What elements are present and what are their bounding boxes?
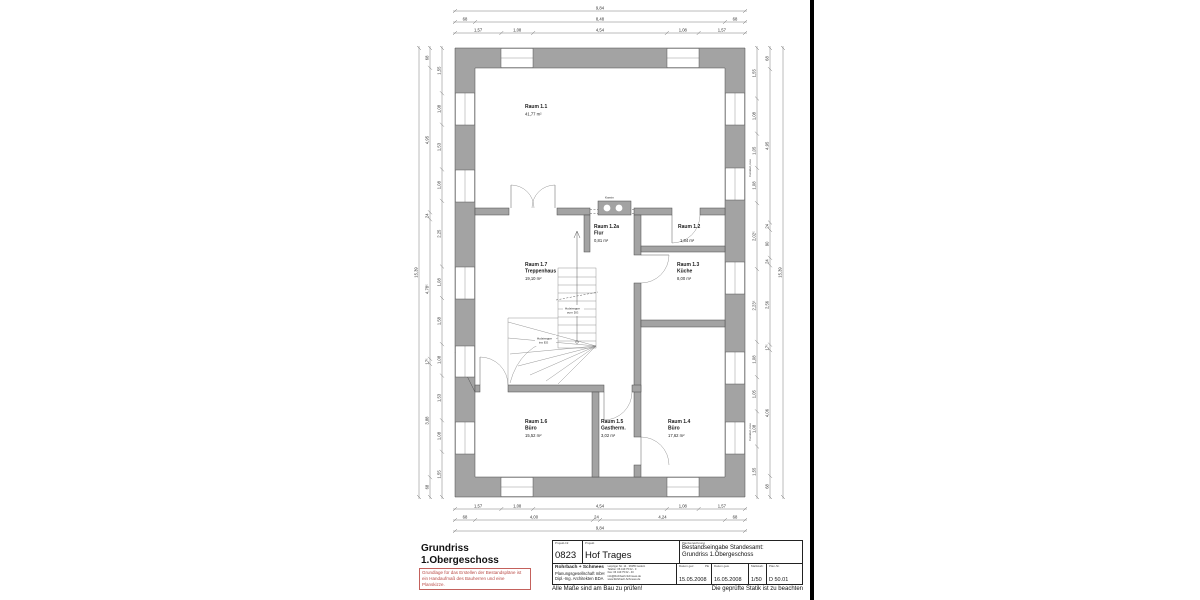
kamin-label: Kamin [605, 195, 614, 200]
svg-text:19,10 m²: 19,10 m² [525, 276, 542, 281]
svg-text:Küche: Küche [677, 268, 693, 275]
window-right-4 [725, 352, 744, 384]
svg-text:3,02 m²: 3,02 m² [601, 433, 616, 438]
svg-text:4,54: 4,54 [595, 503, 605, 509]
window-left-1 [455, 93, 474, 125]
svg-text:68: 68 [732, 16, 738, 22]
svg-text:4,24: 4,24 [658, 514, 667, 520]
svg-text:4,00: 4,00 [529, 514, 539, 520]
svg-text:Raum 1.2a: Raum 1.2a [594, 224, 620, 230]
svg-text:Raum 1.1: Raum 1.1 [525, 104, 548, 110]
svg-text:1,57: 1,57 [474, 503, 483, 509]
door-double-raum11 [511, 185, 555, 208]
red-note-box: Grundlage für das Erstellen der Bestandspläne ist ein Handaufmaß des Bauherren und eine Planskizze. [419, 568, 531, 590]
window-bottom-1 [501, 477, 533, 496]
date-changed-cell: Datum geä. 16.05.2008 [712, 564, 749, 584]
window-left-2 [455, 170, 474, 202]
svg-text:15,52 m²: 15,52 m² [525, 433, 542, 438]
dim-chain-left-total [414, 46, 422, 499]
stair-down-label: ins EG [539, 340, 549, 345]
svg-text:1,08: 1,08 [513, 503, 522, 509]
scale-cell: Maßstab: 1/50 [749, 564, 767, 584]
window-right-2 [725, 168, 744, 200]
firm-name: Rohrbach + Schmees [555, 565, 604, 570]
firm-line3: Dipl.-Ing. Architekten BDA [555, 576, 604, 582]
svg-text:2,56: 2,56 [764, 300, 770, 310]
svg-text:4,06: 4,06 [764, 408, 770, 418]
window-top-1 [501, 48, 533, 67]
room-label-raum11 [525, 104, 547, 117]
dim-chain-right-rooms [765, 46, 773, 499]
svg-text:68: 68 [462, 514, 468, 520]
svg-text:1,08: 1,08 [436, 181, 442, 190]
dim-chain-left-openings [437, 46, 445, 499]
window-bottom-2 [667, 477, 699, 496]
dim-chain-top-total [453, 6, 747, 14]
svg-text:Raum 1.3: Raum 1.3 [677, 262, 700, 268]
scale-value: 1/50 [751, 577, 762, 584]
svg-text:1,08: 1,08 [751, 355, 757, 364]
stair-down-label: Holztreppe [537, 336, 552, 341]
svg-text:Gastherm.: Gastherm. [601, 425, 626, 432]
window-right-5 [725, 422, 744, 454]
svg-text:Raum 1.4: Raum 1.4 [668, 419, 691, 425]
room-label-raum14 [668, 419, 690, 438]
svg-text:1,57: 1,57 [474, 27, 483, 33]
svg-text:8,00 m²: 8,00 m² [677, 276, 692, 281]
svg-text:17⁵: 17⁵ [424, 358, 430, 365]
svg-text:1,53: 1,53 [436, 142, 442, 152]
svg-text:9,84: 9,84 [595, 525, 605, 531]
project-number-label: Projekt-Nr. [555, 541, 570, 545]
svg-text:1,05: 1,05 [751, 390, 757, 399]
svg-text:1,08: 1,08 [513, 27, 522, 33]
svg-text:Flur: Flur [594, 230, 604, 237]
svg-text:15,39: 15,39 [413, 267, 419, 278]
window-right-3 [725, 262, 744, 294]
svg-text:Raum 1.6: Raum 1.6 [525, 419, 548, 425]
outer-walls [455, 48, 745, 497]
svg-text:3,88: 3,88 [424, 416, 430, 425]
staircase [508, 231, 598, 385]
svg-text:0,81 m²: 0,81 m² [594, 238, 609, 243]
room-label-raum17 [525, 262, 556, 281]
plan-name-label: Planbezeichnung [682, 541, 706, 545]
svg-text:4,95: 4,95 [764, 141, 770, 150]
firm-line2: Planungsgesellschaft mbH [555, 570, 605, 576]
svg-text:8,48: 8,48 [595, 16, 605, 22]
kamin-block [598, 196, 631, 216]
room-label-raum13 [677, 262, 699, 281]
window-right-1 [725, 93, 744, 125]
window-left-4 [455, 346, 474, 377]
svg-text:1,53: 1,53 [436, 393, 442, 403]
kamin-flue-icon [616, 205, 623, 212]
dim-chain-left-rooms [425, 46, 433, 499]
svg-text:17,62 m²: 17,62 m² [668, 433, 685, 438]
svg-text:68: 68 [764, 56, 770, 61]
svg-text:1,55: 1,55 [436, 470, 442, 479]
firm-contact: Leipziger Str. 14 · 36355 Gedern Telefon: 06 419 75 02 - 0 Fax: 06 419 75 02 - 40 info@Rohrbach-Schmees.de www.Rohrbach-Schmees.de [607, 565, 646, 581]
dim-chain-right-total [778, 46, 786, 499]
fenster-neu-label: Fenster, neu [748, 159, 752, 177]
dim-chain-right-openings [752, 46, 760, 499]
door-raum16 [480, 357, 508, 385]
project-number: 0823 [555, 550, 577, 562]
project-number-cell [553, 541, 583, 563]
kamin-flue-icon [604, 205, 611, 212]
svg-text:68: 68 [764, 484, 770, 489]
plan-title: Grundriss 1.Obergeschoss [421, 543, 499, 566]
footer-notes [552, 586, 803, 592]
project-name: Hof Trages [585, 550, 632, 562]
firm-cell [553, 564, 677, 584]
svg-text:1,57: 1,57 [717, 503, 726, 509]
door-raum14 [641, 437, 669, 465]
title-block [552, 540, 803, 585]
svg-text:90: 90 [764, 241, 770, 247]
footer-note-left: Alle Maße sind am Bau zu prüfen! [552, 586, 643, 592]
plan-number: D 50.01 [769, 577, 789, 584]
date-drawn-cell: Datum gez. PE 15.05.2008 [677, 564, 712, 584]
svg-text:1,08: 1,08 [751, 424, 757, 433]
svg-text:1,55: 1,55 [751, 69, 757, 78]
dim-chain-bottom-total [453, 526, 747, 534]
svg-text:68: 68 [462, 16, 468, 22]
plan-number-cell: Plan-Nr. D 50.01 [769, 564, 789, 584]
plan-name-line1: Bestandseingabe Standesamt: [682, 545, 764, 552]
svg-text:24: 24 [594, 514, 599, 520]
sheet-edge [810, 0, 814, 600]
svg-text:68: 68 [732, 514, 738, 520]
interior-walls [475, 208, 725, 477]
svg-text:Büro: Büro [668, 425, 680, 432]
plan-name-line2: Grundriss 1.Obergeschoss [682, 552, 754, 559]
svg-text:Raum 1.2: Raum 1.2 [678, 224, 701, 230]
dim-chain-bottom-openings [453, 504, 747, 512]
svg-text:4,54: 4,54 [595, 27, 605, 33]
svg-text:1,08: 1,08 [436, 104, 442, 114]
stair-up-label: Holztreppe [565, 306, 580, 311]
svg-text:1,08: 1,08 [751, 181, 757, 190]
dim-chain-top-shell [453, 17, 747, 25]
svg-text:1,08: 1,08 [678, 27, 687, 33]
svg-text:Raum 1.7: Raum 1.7 [525, 262, 548, 268]
date-changed: 16.05.2008 [714, 577, 742, 584]
svg-text:2,25: 2,25 [436, 229, 442, 238]
svg-text:1,08: 1,08 [678, 503, 687, 509]
svg-text:9,84: 9,84 [595, 5, 605, 11]
stair-up-label: zum DG [567, 310, 579, 315]
fenster-neu-label: Fenster, neu [748, 423, 752, 441]
svg-text:2,02⁵: 2,02⁵ [751, 231, 757, 242]
svg-text:1,84 m²: 1,84 m² [680, 238, 695, 243]
svg-text:41,77 m²: 41,77 m² [525, 111, 542, 117]
svg-text:68: 68 [424, 484, 430, 490]
svg-text:Büro: Büro [525, 425, 537, 432]
svg-text:24: 24 [764, 223, 770, 229]
footer-note-right: Die geprüfte Statik ist zu beachten [711, 586, 803, 592]
svg-text:1,08: 1,08 [751, 112, 757, 121]
room-label-raum12 [678, 224, 700, 243]
date-drawn: 15.05.2008 [679, 577, 707, 584]
svg-text:Raum 1.5: Raum 1.5 [601, 419, 624, 425]
svg-text:24: 24 [764, 259, 770, 264]
room-label-raum16 [525, 419, 547, 438]
door-raum15 [604, 392, 632, 420]
window-left-5 [455, 422, 474, 454]
svg-text:1,55: 1,55 [436, 66, 442, 75]
svg-text:1,08: 1,08 [436, 355, 442, 364]
project-label: Projekt [585, 541, 595, 545]
room-label-raum12a [594, 224, 619, 243]
svg-text:4,95: 4,95 [424, 135, 430, 145]
svg-text:15,39: 15,39 [777, 267, 783, 278]
svg-text:1,08: 1,08 [436, 431, 442, 441]
svg-text:Treppenhaus: Treppenhaus [525, 268, 557, 275]
svg-text:1,08: 1,08 [436, 278, 442, 287]
dim-chain-bottom-rooms [453, 515, 747, 523]
svg-text:2,23⁵: 2,23⁵ [751, 300, 757, 311]
window-left-3 [455, 267, 474, 299]
svg-text:1,05: 1,05 [751, 146, 757, 155]
svg-text:4,78⁵: 4,78⁵ [424, 284, 430, 295]
svg-text:24: 24 [424, 213, 430, 219]
dim-chain-top-openings [453, 28, 747, 36]
svg-text:1,55: 1,55 [751, 467, 757, 476]
room-label-raum15 [601, 419, 626, 438]
plan-name-cell [680, 541, 802, 563]
project-name-cell [583, 541, 680, 563]
window-top-2 [667, 48, 699, 67]
door-kueche [641, 255, 669, 283]
svg-text:17⁵: 17⁵ [764, 344, 770, 351]
svg-text:68: 68 [424, 55, 430, 61]
svg-text:1,58: 1,58 [436, 316, 442, 326]
svg-text:1,57: 1,57 [717, 27, 726, 33]
